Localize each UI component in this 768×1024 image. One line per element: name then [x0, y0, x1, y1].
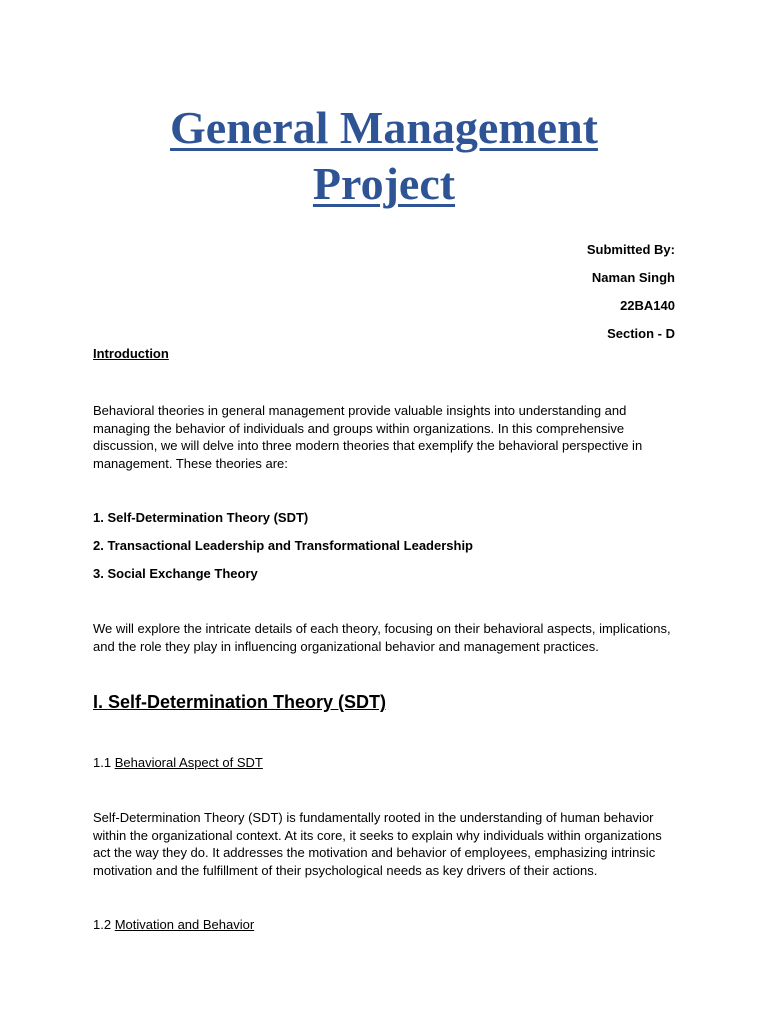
introduction-paragraph: Behavioral theories in general management provide valuable insights into understanding and managing the behavior of individuals and groups within organizations. In this comprehensive discussion, we will delve into three modern theories that exemplify the behavioral perspective in management. These theories are: [93, 403, 643, 471]
submission-block [587, 236, 675, 348]
theory-item-1: 1. Self-Determination Theory (SDT) [93, 510, 309, 525]
subsection-1-1-title: Behavioral Aspect of SDT [114, 755, 263, 770]
submitted-by-label: Submitted By: [586, 242, 675, 257]
roll-number: 22BA140 [620, 298, 675, 313]
title-line-1: General Management [170, 102, 598, 153]
section-1-heading: I. Self-Determination Theory (SDT) [93, 692, 387, 712]
student-name: Naman Singh [591, 270, 675, 285]
subsection-1-2-number: 1.2 [93, 917, 112, 932]
introduction-heading: Introduction [93, 346, 169, 361]
subsection-1-2-heading [93, 917, 254, 932]
document-title [0, 100, 768, 212]
title-line-2: Project [312, 158, 456, 209]
explore-paragraph: We will explore the intricate details of each theory, focusing on their behavioral aspects, implications, and the role they play in influencing organizational behavior and management practices. [93, 621, 671, 654]
theory-item-2: 2. Transactional Leadership and Transformational Leadership [93, 538, 473, 553]
subsection-1-1-number: 1.1 [93, 755, 112, 770]
theory-item-3: 3. Social Exchange Theory [93, 566, 258, 581]
subsection-1-1-heading [93, 755, 263, 770]
sdt-paragraph: Self-Determination Theory (SDT) is fundamentally rooted in the understanding of human behavior within the organizational context. At its core, it seeks to explain why individuals within organizations act the way they do. It addresses the motivation and behavior of employees, emphasizing intrinsic motivation and the fulfillment of their psychological needs as key drivers of their actions. [93, 810, 662, 878]
subsection-1-2-title: Motivation and Behavior [114, 917, 255, 932]
section-label: Section - D [607, 326, 675, 341]
